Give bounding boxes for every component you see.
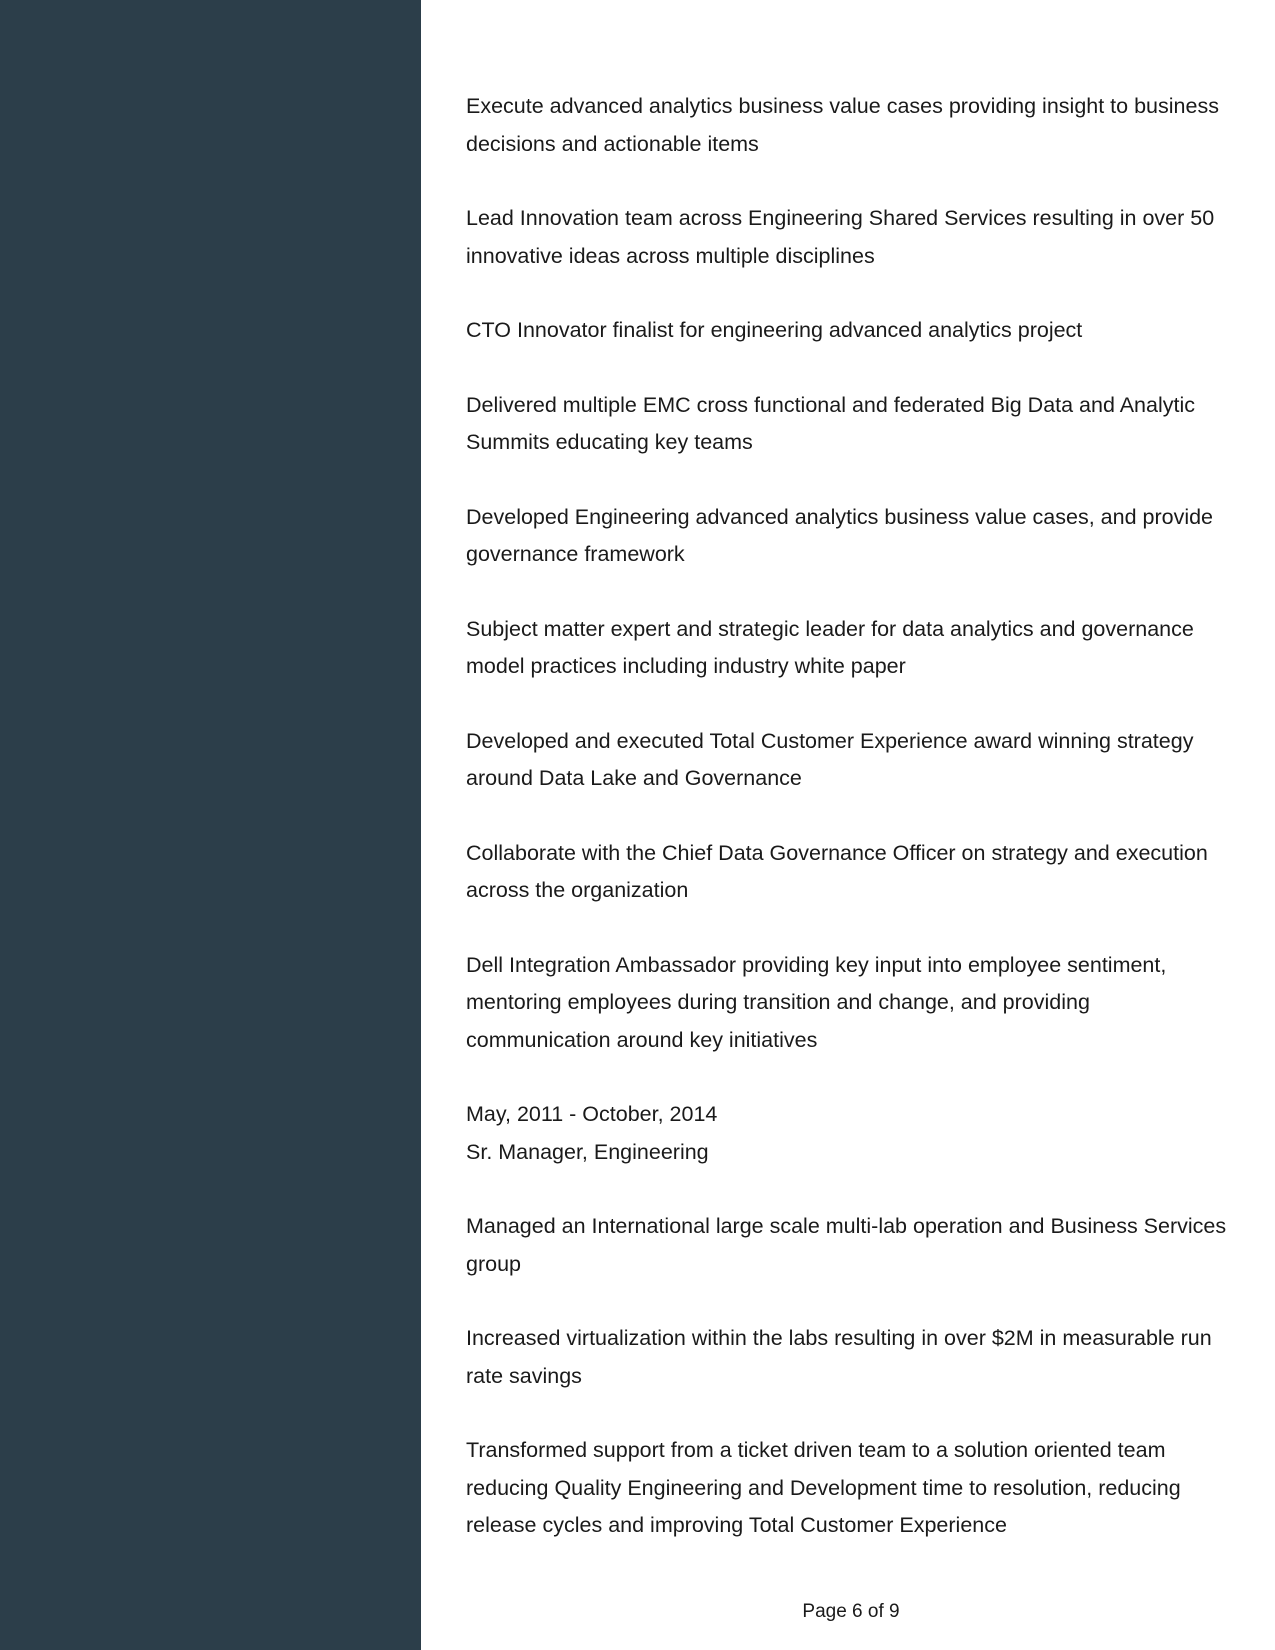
achievement-item: Developed and executed Total Customer Experience award winning strategy around Data Lake and Governance — [466, 728, 1194, 790]
achievement-item: Transformed support from a ticket driven team to a solution oriented team reducing Quality Engineering and Development time to resolution, reducing release cycles and improving Total Customer Experience — [466, 1438, 1181, 1537]
achievement-item: Execute advanced analytics business value cases providing insight to business decisions and actionable items — [466, 94, 1219, 156]
position-dates: May, 2011 - October, 2014 — [466, 1102, 718, 1126]
position-title: Sr. Manager, Engineering — [466, 1139, 709, 1164]
achievement-item: Subject matter expert and strategic leader for data analytics and governance model practices including industry white paper — [466, 616, 1194, 678]
achievement-item: Developed Engineering advanced analytics business value cases, and provide governance framework — [466, 504, 1214, 566]
page-number: Page 6 of 9 — [802, 1601, 900, 1622]
resume-content — [466, 88, 1236, 1582]
achievement-item: Lead Innovation team across Engineering Shared Services resulting in over 50 innovative ideas across multiple disciplines — [466, 206, 1215, 268]
position-block — [466, 1096, 1236, 1171]
achievement-item: Increased virtualization within the labs resulting in over $2M in measurable run rate savings — [466, 1326, 1212, 1388]
achievement-item: Delivered multiple EMC cross functional and federated Big Data and Analytic Summits educating key teams — [466, 392, 1195, 454]
achievement-item: Collaborate with the Chief Data Governance Officer on strategy and execution across the organization — [466, 840, 1208, 902]
achievement-item: Managed an International large scale multi-lab operation and Business Services group — [466, 1214, 1227, 1276]
achievement-item: Dell Integration Ambassador providing key input into employee sentiment, mentoring employees during transition and change, and providing communication around key initiatives — [466, 952, 1167, 1052]
sidebar-panel — [0, 0, 421, 1650]
achievement-item: CTO Innovator finalist for engineering advanced analytics project — [466, 318, 1083, 342]
